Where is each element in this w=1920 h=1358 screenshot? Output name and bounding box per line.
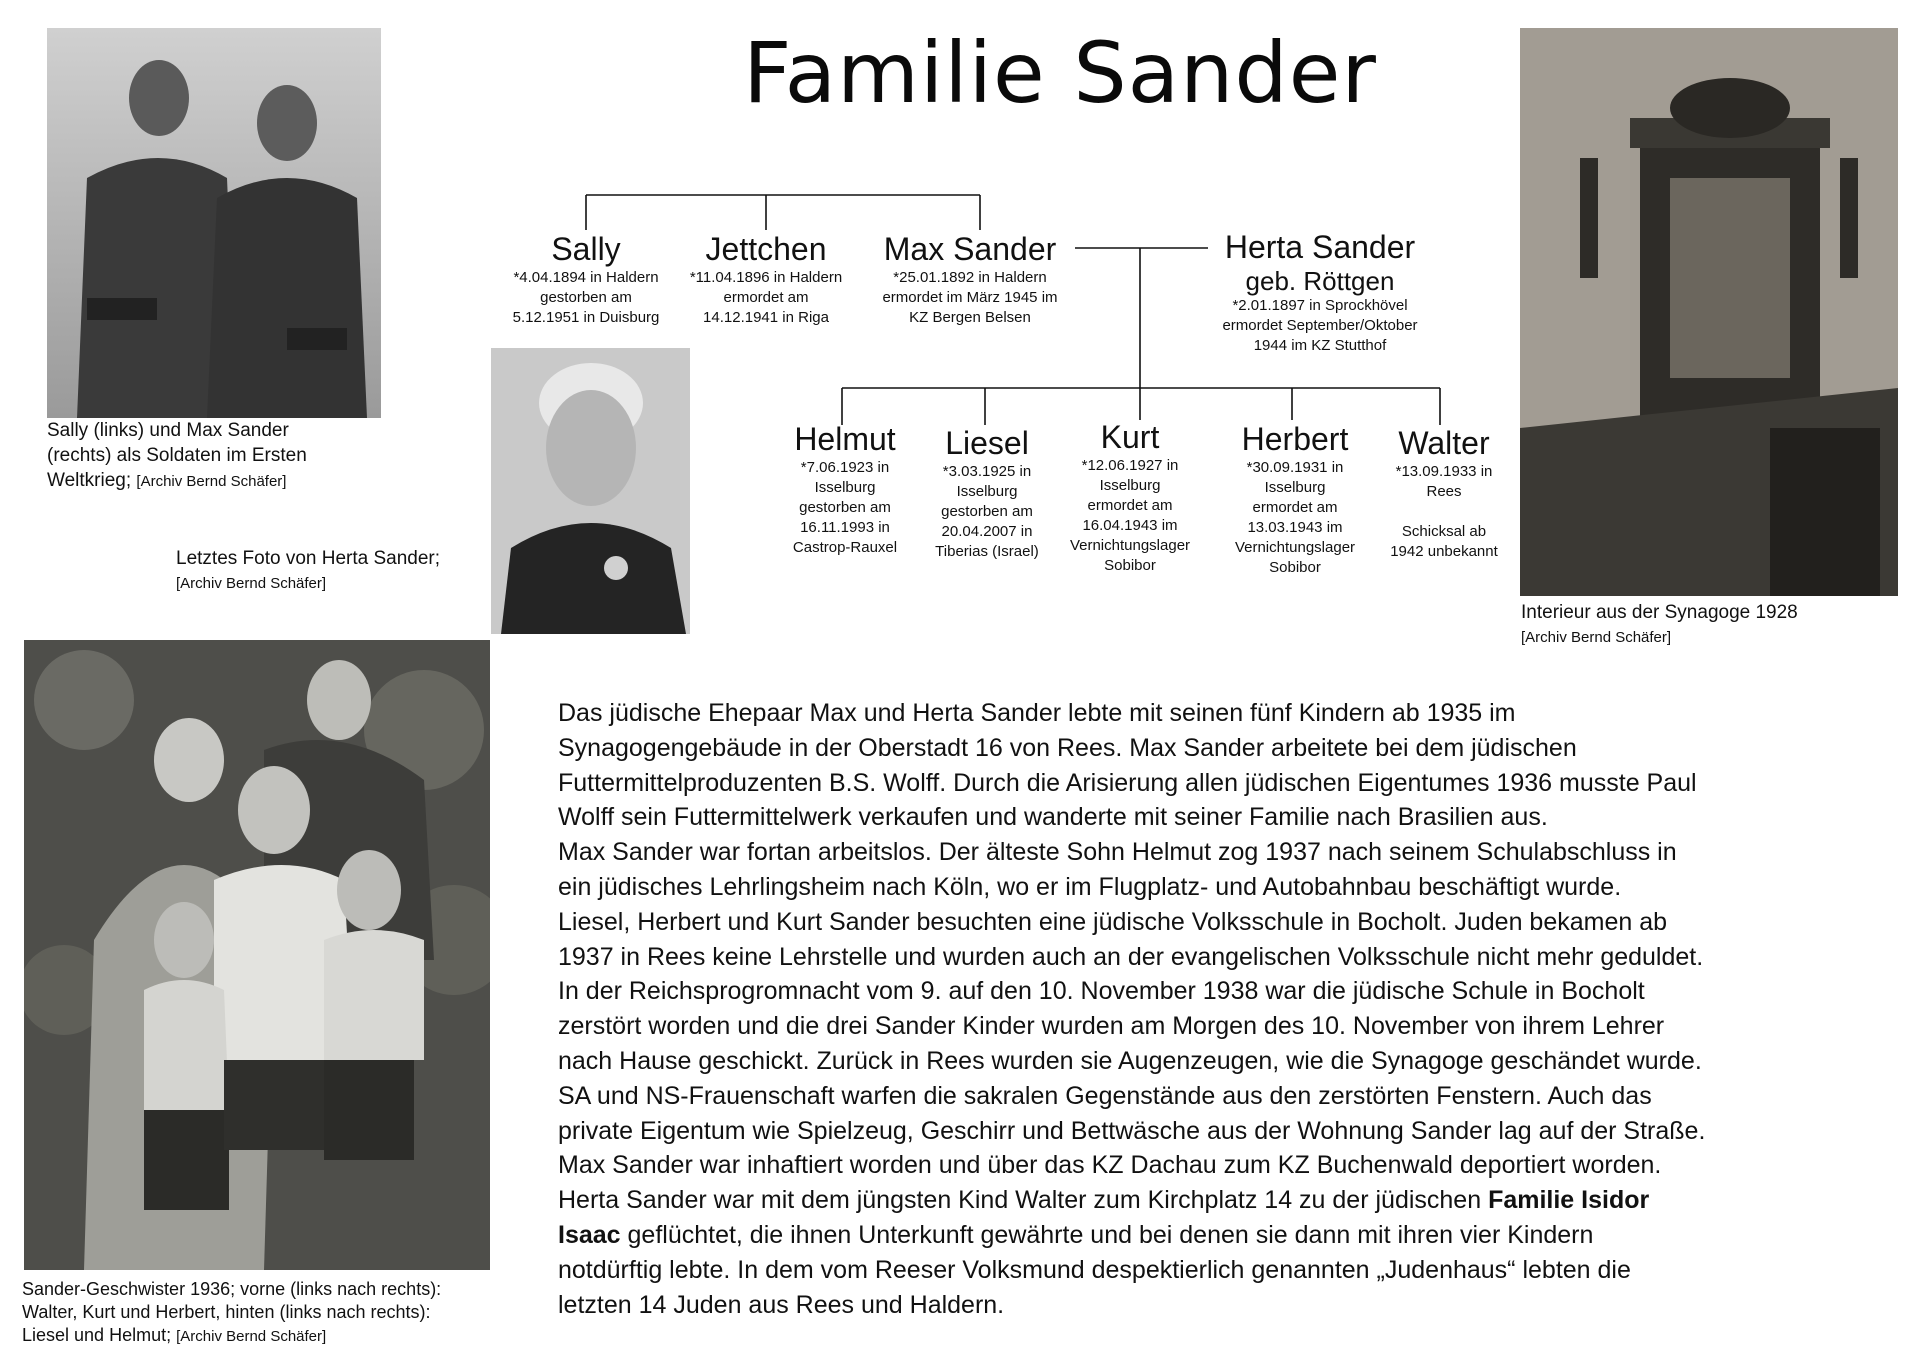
story-line: letzten 14 Juden aus Rees und Haldern. (558, 1290, 1005, 1319)
member-helmut (765, 420, 925, 558)
story-line: Synagogengebäude in der Oberstadt 16 von Rees. Max Sander arbeitete bei dem jüdischen (558, 733, 1577, 762)
member-jettchen (666, 230, 866, 328)
synagogue-caption: Interieur aus der Synagoge 1928 [Archiv Bernd Schäfer] (1521, 600, 1901, 650)
story-line: ein jüdisches Lehrlingsheim nach Köln, wo er im Flugplatz- und Autobahnbau beschäftigt wurde. (558, 872, 1622, 901)
member-name: Walter (1398, 425, 1490, 461)
soldiers-source: [Archiv Bernd Schäfer] (136, 473, 287, 490)
member-sally (486, 230, 686, 328)
member-herbert (1215, 420, 1375, 578)
story-line: nach Hause geschickt. Zurück in Rees wurden sie Augenzeugen, wie die Synagoge geschändet wurde. (558, 1046, 1702, 1075)
member-info: *13.09.1933 in Rees Schicksal ab 1942 unbekannt (1390, 463, 1498, 560)
story-line: Herta Sander war mit dem jüngsten Kind Walter zum Kirchplatz 14 zu der jüdischen Familie Isidor (558, 1186, 1650, 1215)
story-line: 1937 in Rees keine Lehrstelle und wurden auch an der evangelischen Volksschule nicht mehr geduldet. (558, 942, 1704, 971)
story-line: Isaac geflüchtet, die ihnen Unterkunft gewährte und bei denen sie dann mit ihren vier Kindern (558, 1220, 1594, 1249)
member-walter (1364, 424, 1524, 562)
member-info: *11.04.1896 in Haldern ermordet am 14.12.1941 in Riga (689, 269, 843, 326)
member-name: Helmut (794, 421, 896, 457)
story-text (558, 696, 1908, 1322)
member-name: Jettchen (705, 231, 827, 267)
member-name: Herta Sander (1224, 229, 1416, 265)
member-info: *12.06.1927 in Isselburg ermordet am 16.04.1943 im Vernichtungslager Sobibor (1069, 457, 1191, 574)
member-kurt (1050, 418, 1210, 576)
soldiers-caption: Sally (links) und Max Sander (rechts) als Soldaten im Ersten Weltkrieg; [Archiv Bernd Schäfer] (47, 420, 307, 491)
member-info: *25.01.1892 in Haldern ermordet im März 1945 im KZ Bergen Belsen (882, 269, 1058, 326)
page-title: Familie Sander (743, 24, 1377, 122)
story-line: In der Reichsprogromnacht vom 9. auf den 10. November 1938 war die jüdische Schule in Bocholt (558, 977, 1645, 1006)
story-line: Max Sander war fortan arbeitslos. Der älteste Sohn Helmut zog 1937 nach seinem Schulabschluss in (558, 838, 1677, 867)
siblings-photo (24, 640, 490, 1270)
soldiers-photo (47, 28, 381, 418)
family-isaac-name-cont: Isaac (558, 1220, 621, 1249)
member-name: Sally (551, 231, 621, 267)
story-line: zerstört worden und die drei Sander Kinder wurden am Morgen des 10. November von ihrem Lehrer (558, 1012, 1665, 1041)
member-info: *7.06.1923 in Isselburg gestorben am 16.11.1993 in Castrop-Rauxel (792, 459, 898, 556)
story-line: notdürftig lebte. In dem vom Reeser Volksmund despektierlich genannten „Judenhaus“ lebten die (558, 1255, 1631, 1284)
synagogue-photo (1520, 28, 1898, 596)
story-line: Liesel, Herbert und Kurt Sander besuchten eine jüdische Volksschule in Bocholt. Juden bekamen ab (558, 907, 1668, 936)
story-line: private Eigentum wie Spielzeug, Geschirr und Bettwäsche aus der Wohnung Sander lag auf der Straße. (558, 1116, 1706, 1145)
herta-photo (491, 348, 690, 634)
story-line: Wolff sein Futtermittelwerk verkaufen und wanderte mit seiner Familie nach Brasilien aus. (558, 803, 1548, 832)
member-max-sander (860, 230, 1080, 328)
member-name: Max Sander (883, 231, 1057, 267)
siblings-source: [Archiv Bernd Schäfer] (176, 1328, 327, 1345)
story-line: SA und NS-Frauenschaft warfen die sakralen Gegenstände aus den zerstörten Fenstern. Auch das (558, 1081, 1652, 1110)
herta-source: [Archiv Bernd Schäfer] (176, 575, 327, 592)
member-name: Kurt (1100, 419, 1160, 455)
member-herta-sander (1190, 228, 1450, 356)
member-maiden-name: geb. Röttgen (1245, 266, 1395, 296)
synagogue-source: [Archiv Bernd Schäfer] (1521, 629, 1672, 646)
siblings-caption: Sander-Geschwister 1936; vorne (links nach rechts): Walter, Kurt und Herbert, hinten (links nach rechts): Liesel und Helmut; [Archiv Bernd Schäfer] (22, 1279, 442, 1345)
story-line: Max Sander war inhaftiert worden und über das KZ Dachau zum KZ Buchenwald deportiert worden. (558, 1151, 1662, 1180)
family-isaac-name: Familie Isidor (1488, 1186, 1650, 1215)
story-line: Das jüdische Ehepaar Max und Herta Sander lebte mit seinen fünf Kindern ab 1935 im (558, 699, 1516, 727)
member-info: *3.03.1925 in Isselburg gestorben am 20.04.2007 in Tiberias (Israel) (935, 463, 1039, 560)
member-info: *2.01.1897 in Sprockhövel ermordet September/Oktober 1944 im KZ Stutthof (1222, 297, 1418, 354)
story-line: Futtermittelproduzenten B.S. Wolff. Durch die Arisierung allen jüdischen Eigentumes 1936 musste Paul (558, 768, 1697, 797)
member-liesel (907, 424, 1067, 562)
herta-caption: Letztes Foto von Herta Sander; [Archiv Bernd Schäfer] (176, 546, 496, 596)
member-info: *4.04.1894 in Haldern gestorben am 5.12.1951 in Duisburg (512, 269, 660, 326)
member-info: *30.09.1931 in Isselburg ermordet am 13.03.1943 im Vernichtungslager Sobibor (1234, 459, 1356, 576)
member-name: Herbert (1241, 421, 1349, 457)
member-name: Liesel (945, 425, 1029, 461)
